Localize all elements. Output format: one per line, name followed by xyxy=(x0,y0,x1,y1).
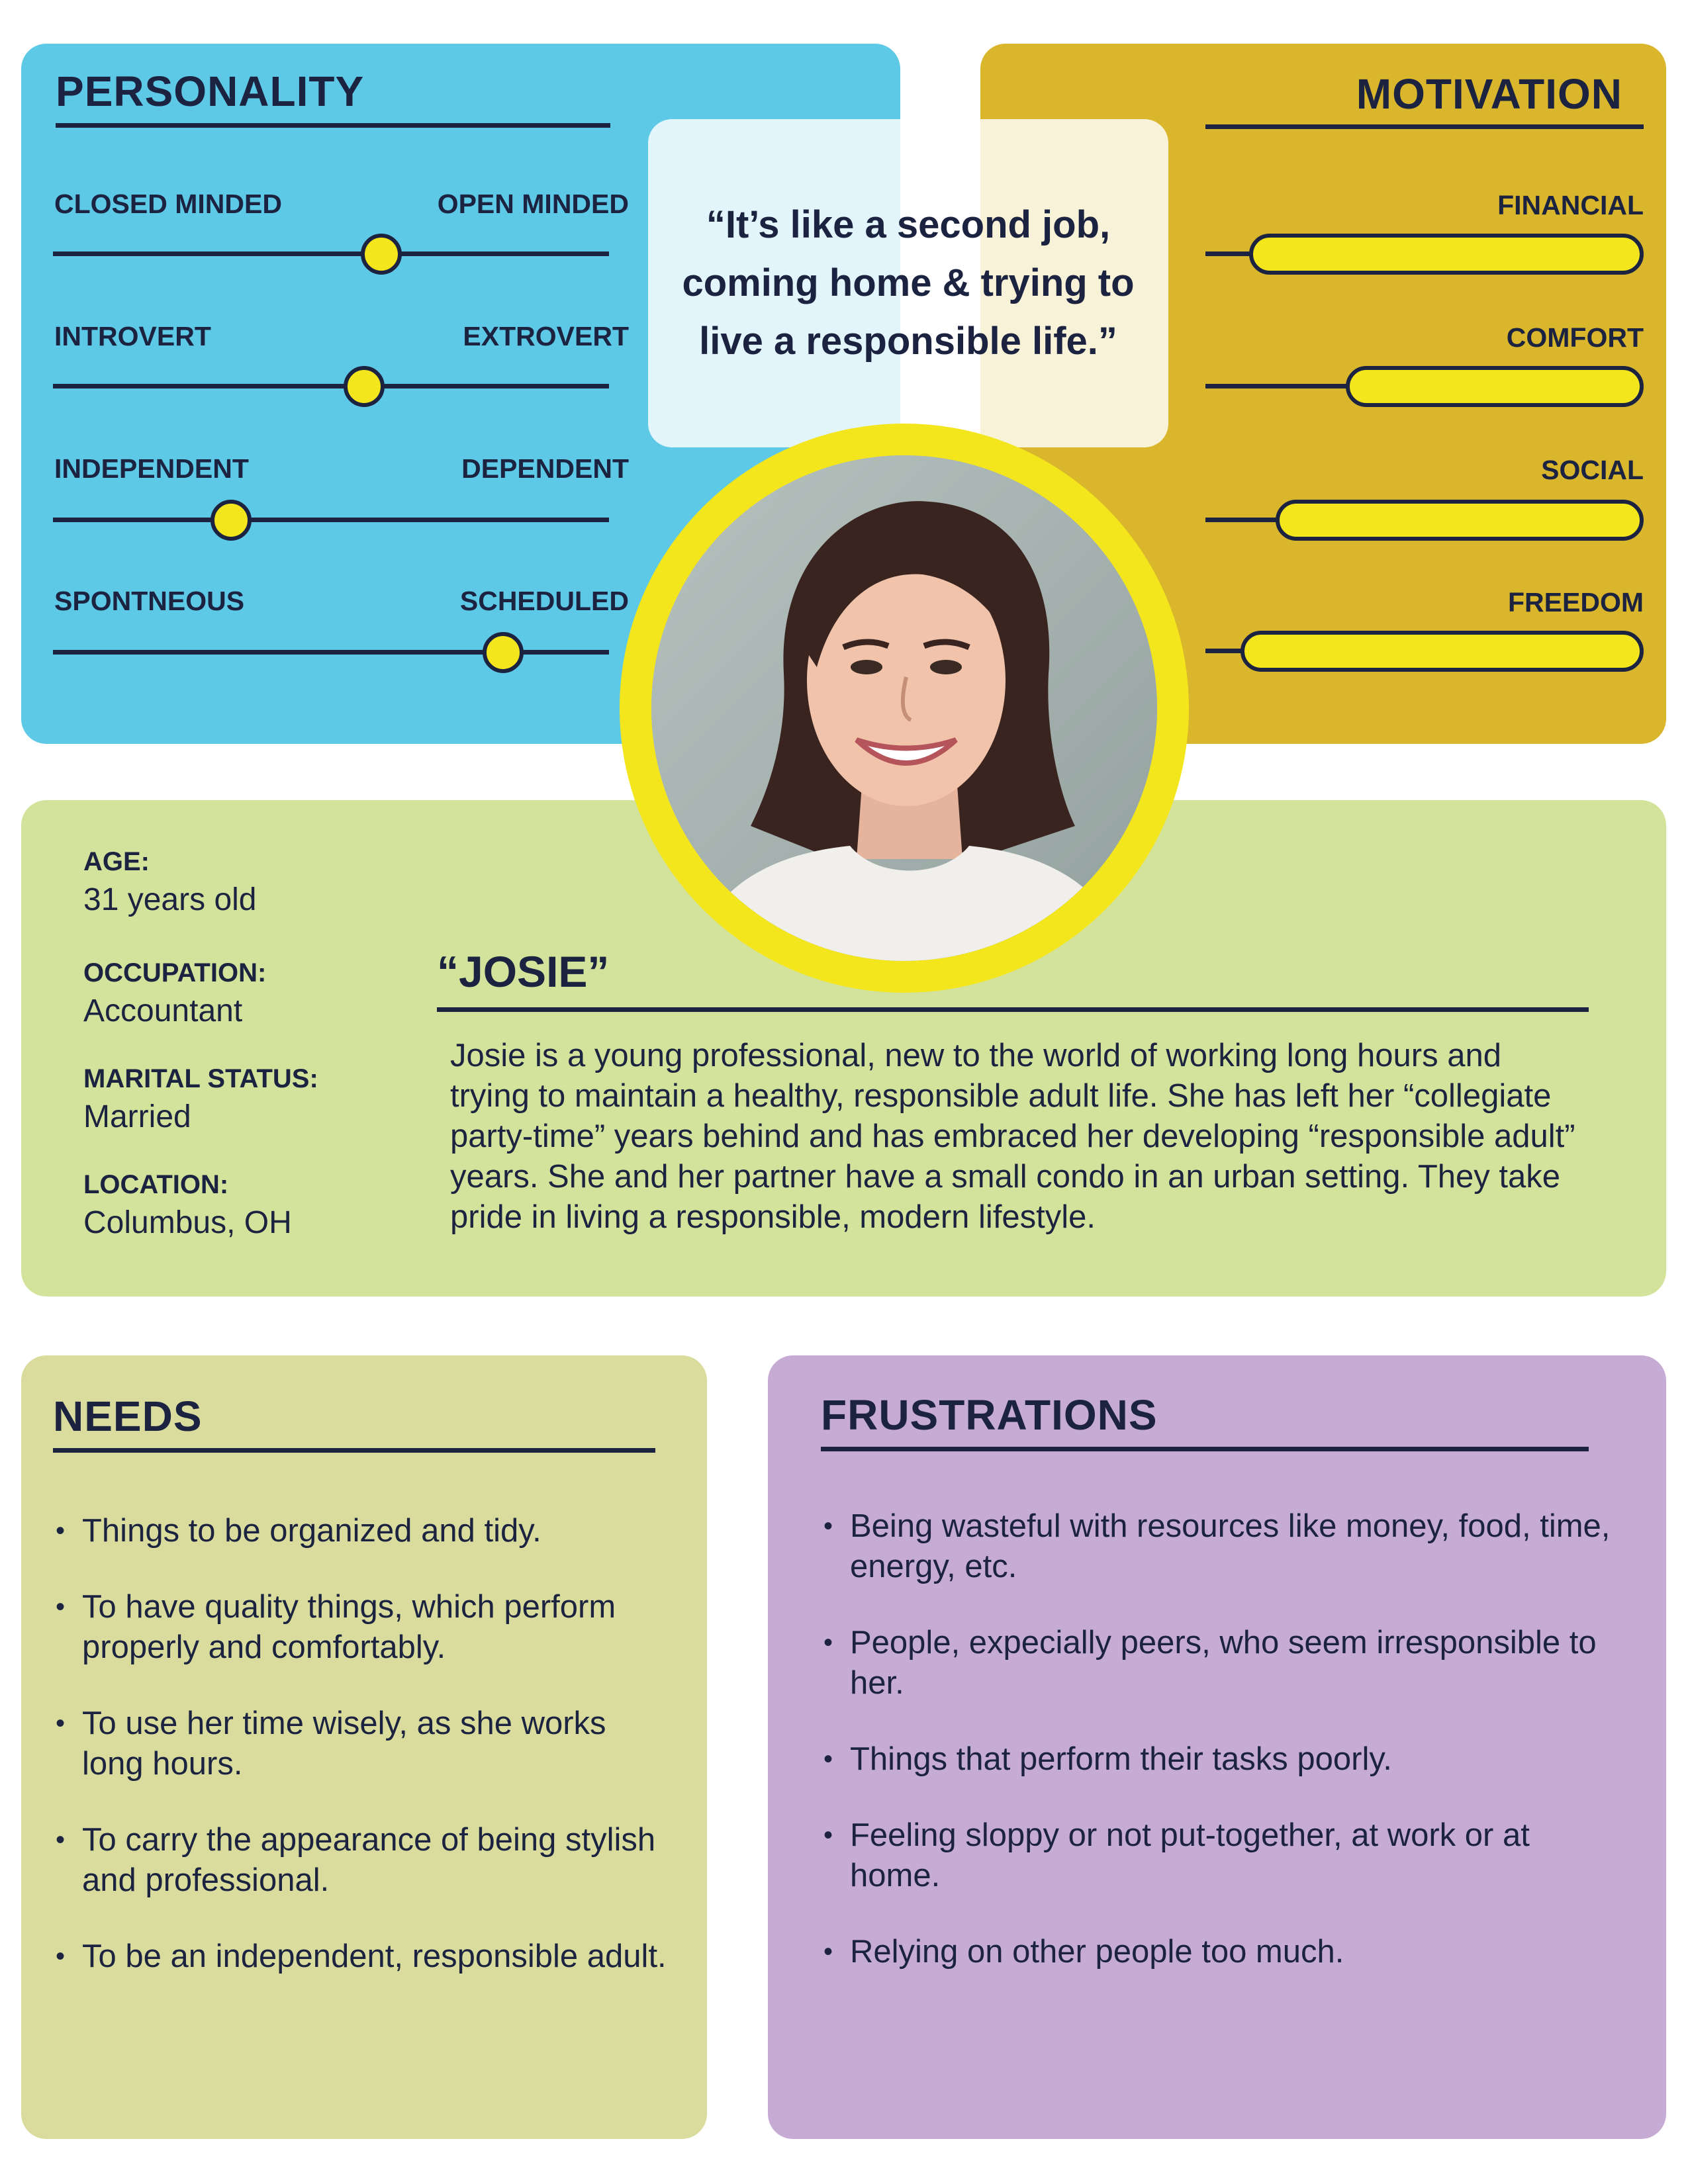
trait-slider-track xyxy=(53,251,609,256)
frustrations-item: • People, expecially peers, who seem irresponsible to her. xyxy=(821,1623,1615,1704)
marital-status-value: Married xyxy=(83,1099,191,1134)
needs-panel xyxy=(21,1355,707,2139)
motivation-stub xyxy=(1205,251,1256,256)
quote-card xyxy=(648,119,1168,447)
motivation-bar xyxy=(1249,234,1644,275)
trait-slider-track xyxy=(53,384,609,388)
trait-slider-track xyxy=(53,518,609,522)
persona-name-rule xyxy=(437,1007,1589,1012)
frustrations-title: FRUSTRATIONS xyxy=(821,1391,1158,1439)
frustrations-panel xyxy=(768,1355,1666,2139)
trait-slider-knob[interactable] xyxy=(344,366,385,407)
trait-slider-knob[interactable] xyxy=(211,500,252,541)
occupation-label: OCCUPATION: xyxy=(83,958,267,987)
trait-left-label: CLOSED MINDED xyxy=(54,189,282,219)
needs-title-rule xyxy=(53,1448,655,1453)
motivation-label: COMFORT xyxy=(1506,322,1644,353)
avatar-portrait xyxy=(651,455,1157,961)
persona-bio: Josie is a young professional, new to the world of working long hours and trying to maintain a healthy, responsible adult life. She has left her “collegiate party-time” years behind and has embraced her developing “responsible adult” years. She and her partner have a small condo in an urban setting. They take pride in living a responsible, modern lifestyle. xyxy=(450,1038,1575,1235)
needs-item: • To have quality things, which perform properly and comfortably. xyxy=(53,1587,669,1668)
needs-list xyxy=(53,1511,669,1977)
trait-slider-knob[interactable] xyxy=(361,234,402,275)
motivation-label: FINANCIAL xyxy=(1497,190,1644,220)
trait-right-label: SCHEDULED xyxy=(459,586,629,616)
trait-slider-track xyxy=(53,650,609,655)
location-value: Columbus, OH xyxy=(83,1205,292,1240)
personality-title: PERSONALITY xyxy=(56,68,365,115)
motivation-title-rule xyxy=(1205,124,1644,129)
quote-text: “It’s like a second job, coming home & trying to live a responsible life.” xyxy=(682,203,1135,363)
needs-item: • To be an independent, responsible adult. xyxy=(53,1936,669,1977)
motivation-stub xyxy=(1205,518,1282,522)
needs-item: • To use her time wisely, as she works long hours. xyxy=(53,1704,669,1784)
marital-status-label: MARITAL STATUS: xyxy=(83,1064,318,1093)
motivation-title: MOTIVATION xyxy=(1356,70,1622,118)
age-label: AGE: xyxy=(83,847,150,876)
personality-title-rule xyxy=(56,123,610,128)
frustrations-item: • Relying on other people too much. xyxy=(821,1932,1615,1972)
frustrations-title-rule xyxy=(821,1447,1589,1451)
trait-right-label: DEPENDENT xyxy=(461,453,629,484)
trait-left-label: INDEPENDENT xyxy=(54,453,249,484)
trait-right-label: EXTROVERT xyxy=(463,321,629,351)
avatar xyxy=(651,455,1157,961)
motivation-bar xyxy=(1241,631,1644,672)
frustrations-list xyxy=(821,1506,1615,1972)
needs-title: NEEDS xyxy=(53,1392,203,1440)
trait-slider-knob[interactable] xyxy=(483,632,524,673)
needs-item: • Things to be organized and tidy. xyxy=(53,1511,669,1551)
motivation-label: SOCIAL xyxy=(1541,455,1644,485)
trait-left-label: INTROVERT xyxy=(54,321,211,351)
motivation-stub xyxy=(1205,384,1352,388)
motivation-bar xyxy=(1346,366,1644,407)
frustrations-item: • Being wasteful with resources like money, food, time, energy, etc. xyxy=(821,1506,1615,1587)
age-value: 31 years old xyxy=(83,882,257,917)
motivation-label: FREEDOM xyxy=(1508,587,1644,617)
trait-left-label: SPONTNEOUS xyxy=(54,586,245,616)
needs-item: • To carry the appearance of being stylish and professional. xyxy=(53,1820,669,1901)
frustrations-item: • Things that perform their tasks poorly. xyxy=(821,1739,1615,1780)
occupation-value: Accountant xyxy=(83,993,243,1028)
frustrations-item: • Feeling sloppy or not put-together, at work or at home. xyxy=(821,1815,1615,1896)
location-label: LOCATION: xyxy=(83,1170,229,1199)
persona-name: “JOSIE” xyxy=(437,947,610,996)
trait-right-label: OPEN MINDED xyxy=(437,189,629,219)
motivation-bar xyxy=(1276,500,1644,541)
